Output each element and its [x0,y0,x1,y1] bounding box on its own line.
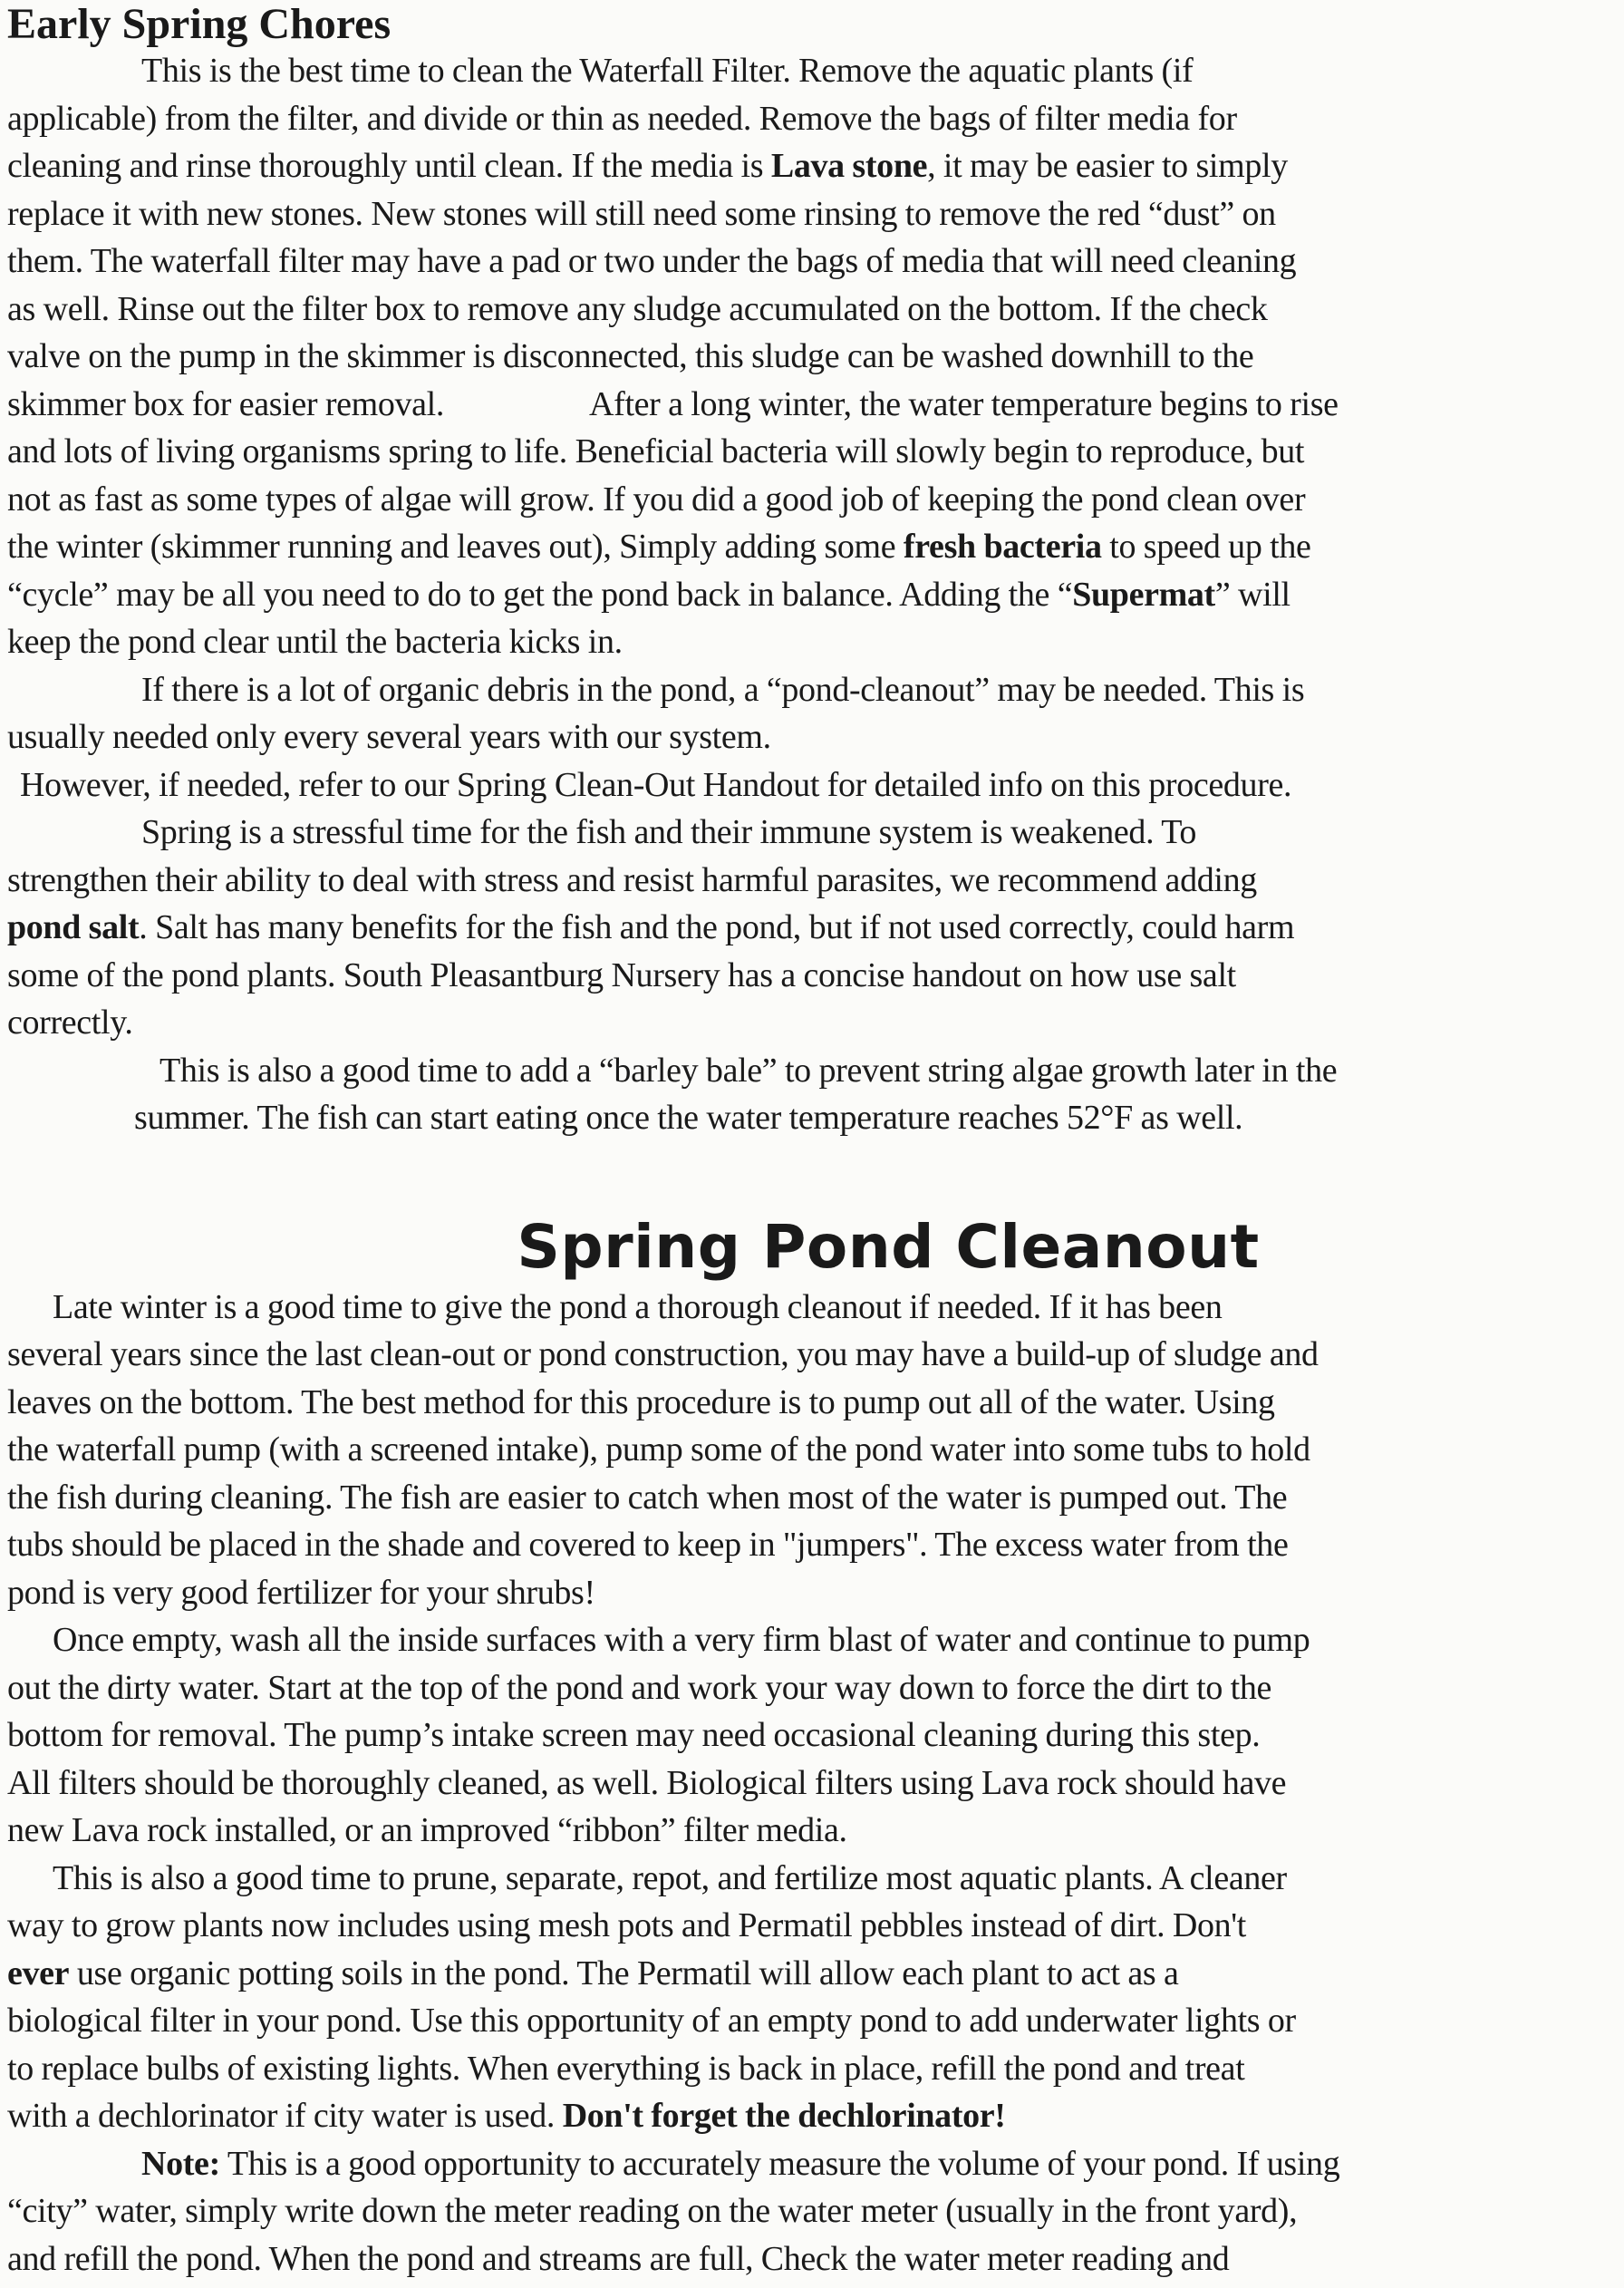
text-line: “city” water, simply write down the meter reading on the water meter (usually in the front yard), [7,2192,1298,2230]
text-line: several years since the last clean-out or pond construction, you may have a build-up of sludge and [7,1335,1319,1373]
text-line: summer. The fish can start eating once the water temperature reaches 52°F as well. [134,1099,1243,1137]
fresh-bacteria-emphasis: fresh bacteria [903,528,1102,566]
text-line: out the dirty water. Start at the top of the pond and work your way down to force the dirt to the [7,1668,1271,1707]
text-line: biological filter in your pond. Use this opportunity of an empty pond to add underwater lights or [7,2002,1296,2040]
text-line: strengthen their ability to deal with stress and resist harmful parasites, we recommend adding [7,860,1257,899]
text-line: This is also a good time to prune, separate, repot, and fertilize most aquatic plants. A cleaner [53,1858,1287,1897]
text-line: and refill the pond. When the pond and streams are full, Check the water meter reading and [7,2239,1230,2278]
text-line: as well. Rinse out the filter box to remove any sludge accumulated on the bottom. If the check [7,289,1268,328]
text-line: leaves on the bottom. The best method for this procedure is to pump out all of the water. Using [7,1382,1275,1421]
dechlorinator-emphasis: Don't forget the dechlorinator! [562,2097,1006,2135]
note-label: Note: [141,2144,220,2183]
text-line: and lots of living organisms spring to life. Beneficial bacteria will slowly begin to reproduce, but [7,432,1305,470]
pond-salt-emphasis: pond salt [7,908,140,946]
text-line: them. The waterfall filter may have a pad or two under the bags of media that will need cleaning [7,242,1297,280]
text-line: Note: This is a good opportunity to accurately measure the volume of your pond. If using [141,2144,1340,2183]
text-line: replace it with new stones. New stones will still need some rinsing to remove the red “dust” on [7,194,1276,233]
text-line: Once empty, wash all the inside surfaces with a very firm blast of water and continue to pump [53,1621,1310,1659]
ever-emphasis: ever [7,1954,70,1992]
text-line: skimmer box for easier removal. After a long winter, the water temperature begins to rise [7,384,1339,423]
text-line: If there is a lot of organic debris in the pond, a “pond-cleanout” may be needed. This is [141,670,1305,709]
early-spring-chores-body [7,47,1624,1142]
text-line: ever use organic potting soils in the pond. The Permatil will allow each plant to act as a [7,1954,1179,1992]
text-line: way to grow plants now includes using mesh pots and Permatil pebbles instead of dirt. Don't [7,1906,1246,1944]
text-line: the fish during cleaning. The fish are easier to catch when most of the water is pumped out. The [7,1478,1288,1517]
text-line: pond is very good fertilizer for your shrubs! [7,1573,595,1612]
text-line: with a dechlorinator if city water is used. Don't forget the dechlorinator! [7,2097,1006,2135]
text-line: This is also a good time to add a “barley bale” to prevent string algae growth later in the [160,1051,1338,1090]
text-line: cleaning and rinse thoroughly until clean. If the media is Lava stone, it may be easier to simply [7,147,1288,185]
text-line: keep the pond clear until the bacteria kicks in. [7,623,623,661]
text-line: “cycle” may be all you need to do to get the pond back in balance. Adding the “Supermat” will [7,575,1290,614]
text-line: the waterfall pump (with a screened intake), pump some of the pond water into some tubs to hold [7,1430,1310,1469]
text-line: not as fast as some types of algae will grow. If you did a good job of keeping the pond clean over [7,480,1306,519]
text-line: the winter (skimmer running and leaves out), Simply adding some fresh bacteria to speed up the [7,528,1311,566]
text-line: correctly. [7,1003,133,1042]
section-spacer [7,1142,1624,1211]
lava-stone-emphasis: Lava stone [770,147,928,185]
text-line: valve on the pump in the skimmer is disconnected, this sludge can be washed downhill to the [7,337,1254,375]
text-line: All filters should be thoroughly cleaned, as well. Biological filters using Lava rock should have [7,1763,1287,1802]
text-line: usually needed only every several years with our system. [7,718,771,756]
text-line: This is the best time to clean the Waterfall Filter. Remove the aquatic plants (if [141,52,1194,90]
text-line: pond salt. Salt has many benefits for the fish and the pond, but if not used correctly, could harm [7,908,1295,946]
spring-pond-cleanout-heading: Spring Pond Cleanout [517,1211,1260,1282]
text-line: Spring is a stressful time for the fish and their immune system is weakened. To [141,813,1197,851]
text-line: Late winter is a good time to give the pond a thorough cleanout if needed. If it has been [53,1287,1223,1326]
text-line: to replace bulbs of existing lights. When everything is back in place, refill the pond and treat [7,2049,1245,2088]
text-line: applicable) from the filter, and divide or thin as needed. Remove the bags of filter media for [7,99,1237,138]
text-line: bottom for removal. The pump’s intake screen may need occasional cleaning during this step. [7,1716,1261,1754]
text-line: some of the pond plants. South Pleasantburg Nursery has a concise handout on how use salt [7,955,1236,994]
supermat-emphasis: Supermat [1072,575,1215,614]
early-spring-chores-heading: Early Spring Chores [7,0,392,48]
text-line: new Lava rock installed, or an improved “ribbon” filter media. [7,1811,847,1849]
spring-pond-cleanout-body [7,1284,1624,2283]
text-line: However, if needed, refer to our Spring Clean-Out Handout for detailed info on this procedure. [20,765,1292,804]
text-line: tubs should be placed in the shade and covered to keep in "jumpers". The excess water from the [7,1526,1289,1564]
